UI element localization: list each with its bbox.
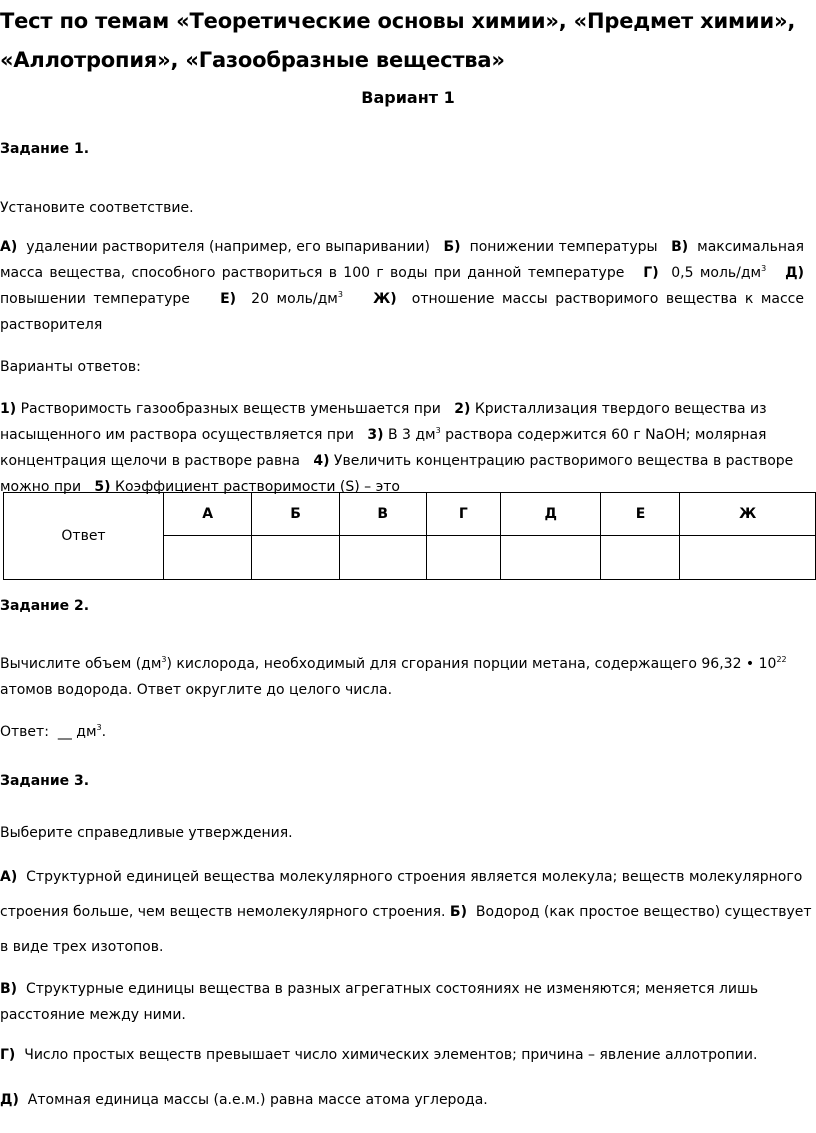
superscript: 3 <box>96 723 102 732</box>
option-text: В 3 дм <box>387 427 436 443</box>
item-label: В) <box>671 239 689 255</box>
answer-cell-e[interactable] <box>601 536 680 580</box>
statement-g <box>0 1045 757 1065</box>
answer-unit: дм <box>76 724 97 740</box>
option-text: Растворимость газообразных веществ уменьшается при <box>20 401 441 417</box>
column-header: В <box>339 493 426 536</box>
task2-question <box>0 651 804 703</box>
item-text: отношение массы растворимого вещества к массе растворителя <box>0 291 804 333</box>
item-label: Е) <box>220 291 237 307</box>
answer-end: . <box>101 724 107 740</box>
item-text: 0,5 моль/дм <box>671 265 762 281</box>
column-header: Д <box>500 493 601 536</box>
statement-d <box>0 1090 488 1110</box>
statement-label: А) <box>0 869 18 885</box>
statement-label: Б) <box>449 904 467 920</box>
option-label: 1) <box>0 401 17 417</box>
column-header: Б <box>252 493 339 536</box>
document-title: Тест по темам «Теоретические основы химии», «Предмет химии», «Аллотропия», «Газообразные вещества» <box>0 9 796 72</box>
superscript: 3 <box>161 655 167 664</box>
answer-cell-zh[interactable] <box>680 536 816 580</box>
statement-a-b <box>0 860 812 965</box>
column-header: А <box>164 493 252 536</box>
item-text: удалении растворителя (например, его выпаривании) <box>26 239 430 255</box>
option-text-continued: раствора содержится 60 г NaOH; молярная концентрация щелочи в растворе равна <box>0 427 767 469</box>
options-heading: Варианты ответов: <box>0 359 141 375</box>
option-text: Кристаллизация твердого вещества из насыщенного им раствора осуществляется при <box>0 401 767 443</box>
answer-blank[interactable]: __ <box>57 724 72 740</box>
superscript: 22 <box>776 655 787 664</box>
option-label: 2) <box>454 401 471 417</box>
item-label: Б) <box>443 239 461 255</box>
answer-cell-d[interactable] <box>500 536 601 580</box>
question-text: ) кислорода, необходимый для сгорания порции метана, содержащего 96,32 • 10 <box>166 656 777 672</box>
variant-heading: Вариант 1 <box>361 88 455 107</box>
answer-label: Ответ: <box>0 724 49 740</box>
column-header: Ж <box>680 493 816 536</box>
question-text: Вычислите объем (дм <box>0 656 162 672</box>
answer-cell-b[interactable] <box>252 536 339 580</box>
answer-cell-v[interactable] <box>339 536 426 580</box>
superscript: 3 <box>435 426 441 435</box>
task2-heading: Задание 2. <box>0 598 90 614</box>
item-label: Ж) <box>373 291 397 307</box>
option-text: Коэффициент растворимости (S) – это <box>115 479 400 495</box>
statement-label: В) <box>0 981 18 997</box>
statement-label: Г) <box>0 1047 16 1063</box>
item-text: понижении температуры <box>469 239 658 255</box>
task1-instruction: Установите соответствие. <box>0 200 194 216</box>
question-text: атомов водорода. Ответ округлите до целого числа. <box>0 682 393 698</box>
statement-text: Структурные единицы вещества в разных агрегатных состояниях не изменяются; меняется лишь расстояние между ними. <box>0 981 759 1023</box>
item-text: 20 моль/дм <box>251 291 338 307</box>
answer-cell-g[interactable] <box>426 536 500 580</box>
task3-instruction: Выберите справедливые утверждения. <box>0 825 293 841</box>
superscript: 3 <box>337 290 343 299</box>
statement-label: Д) <box>0 1092 19 1108</box>
task1-answer-options <box>0 396 804 500</box>
answer-row-label: Ответ <box>4 493 164 580</box>
task1-heading: Задание 1. <box>0 141 90 157</box>
option-label: 4) <box>313 453 330 469</box>
superscript: 3 <box>761 264 767 273</box>
statement-text: Число простых веществ превышает число химических элементов; причина – явление аллотропии. <box>24 1047 758 1063</box>
task2-answer-line <box>0 722 106 742</box>
answer-table <box>3 492 816 580</box>
column-header: Г <box>426 493 500 536</box>
column-header: Е <box>601 493 680 536</box>
task1-matching-items <box>0 234 804 338</box>
item-text: максимальная масса вещества, способного раствориться в 100 г воды при данной температуре <box>0 239 805 281</box>
answer-cell-a[interactable] <box>164 536 252 580</box>
option-label: 5) <box>94 479 111 495</box>
item-label: Д) <box>785 265 805 281</box>
task3-heading: Задание 3. <box>0 773 90 789</box>
statement-text: Атомная единица массы (а.е.м.) равна массе атома углерода. <box>27 1092 488 1108</box>
statement-text: Структурной единицей вещества молекулярного строения является молекула; веществ молекулярного строения больше, чем веществ немолекулярного строения. <box>0 869 803 920</box>
statement-v <box>0 976 804 1028</box>
item-text: повышении температуре <box>0 291 190 307</box>
option-label: 3) <box>367 427 384 443</box>
item-label: А) <box>0 239 18 255</box>
option-text: Увеличить концентрацию растворимого вещества в растворе можно при <box>0 453 794 495</box>
item-label: Г) <box>643 265 659 281</box>
statement-text: Водород (как простое вещество) существует в виде трех изотопов. <box>0 904 812 955</box>
